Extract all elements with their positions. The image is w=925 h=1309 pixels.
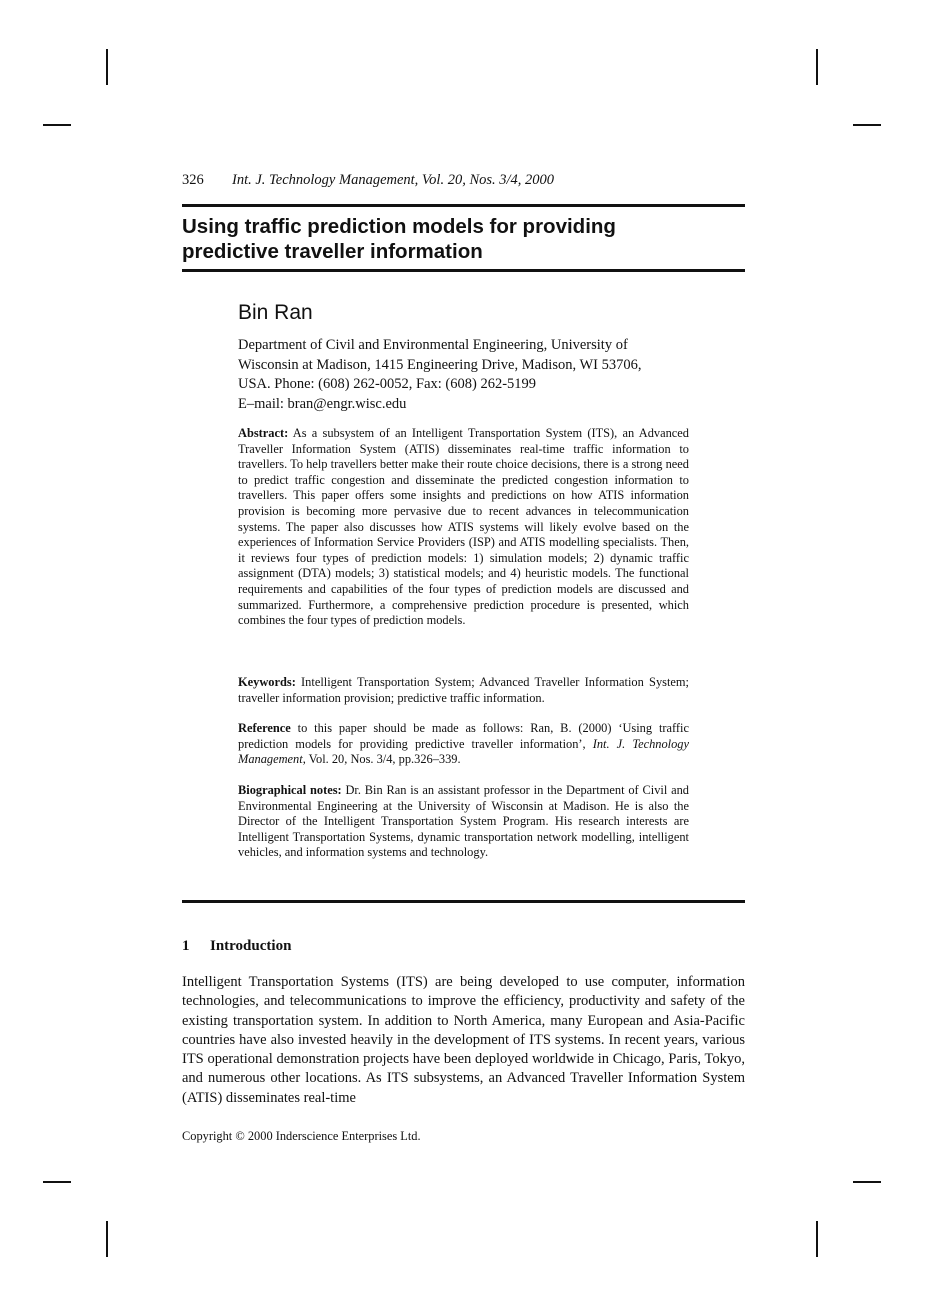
keywords-text: Intelligent Transportation System; Advanced Traveller Information System; traveller information provision; predictive traffic information. xyxy=(238,675,689,705)
crop-mark xyxy=(106,49,108,85)
paper-title xyxy=(182,214,742,264)
section-heading xyxy=(182,938,291,955)
reference-note xyxy=(238,721,689,768)
title-rule-top xyxy=(182,204,745,207)
title-line: Using traffic prediction models for providing xyxy=(182,215,616,238)
bio-label: Biographical notes: xyxy=(238,783,342,797)
crop-mark xyxy=(43,1181,71,1183)
reference-text-tail: , Vol. 20, Nos. 3/4, pp.326–339. xyxy=(302,752,461,767)
affiliation-line: Department of Civil and Environmental Engineering, University of xyxy=(238,337,628,353)
reference-text: to this paper should be made as follows: Ran, B. (2000) ‘Using traffic prediction models for providing predictive traveller information’, xyxy=(238,721,689,751)
affiliation-line: Wisconsin at Madison, 1415 Engineering Drive, Madison, WI 53706, xyxy=(238,356,642,373)
reference-journal: Int. J. Technology Management xyxy=(238,736,689,767)
section-title: Introduction xyxy=(210,938,292,954)
affiliation-email: E–mail: bran@engr.wisc.edu xyxy=(238,395,407,412)
author-affiliation xyxy=(238,336,698,414)
abstract-label: Abstract: xyxy=(238,426,289,440)
affiliation-line: USA. Phone: (608) 262-0052, Fax: (608) 262-5199 xyxy=(238,376,537,392)
keywords-label: Keywords: xyxy=(238,675,296,689)
author-name: Bin Ran xyxy=(238,301,313,324)
reference-label: Reference xyxy=(238,721,291,735)
running-head xyxy=(182,172,554,189)
keywords xyxy=(238,675,689,706)
journal-citation: Int. J. Technology Management, Vol. 20, Nos. 3/4, 2000 xyxy=(232,172,555,188)
title-line: predictive traveller information xyxy=(182,240,483,263)
crop-mark xyxy=(816,1221,818,1257)
abstract-text: As a subsystem of an Intelligent Transportation System (ITS), an Advanced Traveller Information System (ATIS) disseminates real-time traffic information to travellers. To help travellers better make their route choice decisions, there is a strong need to predict traffic congestion and disseminate the predicted congestion information to travellers. This paper offers some insights and predictions on how ATIS information provision is becoming more pervasive due to recent advances in telecommunication systems. The paper also discusses how ATIS systems will likely evolve based on the experiences of Information Service Providers (ISP) and ATIS modelling specialists. Then, it reviews four types of prediction models: 1) simulation models; 2) dynamic traffic assignment (DTA) models; 3) statistical models; and 4) heuristic models. The functional requirements and capabilities of the four types of prediction models are discussed and summarized. Furthermore, a comprehensive prediction procedure is presented, which combines the four types of prediction models. xyxy=(238,426,689,628)
crop-mark xyxy=(853,124,881,126)
crop-mark xyxy=(853,1181,881,1183)
crop-mark xyxy=(43,124,71,126)
bio-text: Dr. Bin Ran is an assistant professor in the Department of Civil and Environmental Engineering at the University of Wisconsin at Madison. He is also the Director of the Intelligent Transportation System Program. His research interests are Intelligent Transportation Systems, dynamic transportation network modelling, intelligent vehicles, and information systems and technology. xyxy=(238,783,689,860)
crop-mark xyxy=(106,1221,108,1257)
section-number: 1 xyxy=(182,938,190,954)
crop-mark xyxy=(816,49,818,85)
page-number: 326 xyxy=(182,172,204,188)
intro-paragraph: Intelligent Transportation Systems (ITS) are being developed to use computer, information technologies, and telecommunications to improve the efficiency, productivity and safety of the existing transportation system. In addition to North America, many European and Asia-Pacific countries have also invested heavily in the development of ITS systems. In recent years, various ITS operational demonstration projects have been deployed worldwide in Chicago, Paris, Tokyo, and numerous other locations. As ITS subsystems, an Advanced Traveller Information System (ATIS) disseminates real-time xyxy=(182,974,745,1106)
abstract xyxy=(238,426,689,629)
title-rule-bottom xyxy=(182,269,745,272)
front-matter-rule xyxy=(182,900,745,903)
biographical-notes xyxy=(238,783,689,861)
copyright-notice: Copyright © 2000 Inderscience Enterprises Ltd. xyxy=(182,1129,421,1143)
